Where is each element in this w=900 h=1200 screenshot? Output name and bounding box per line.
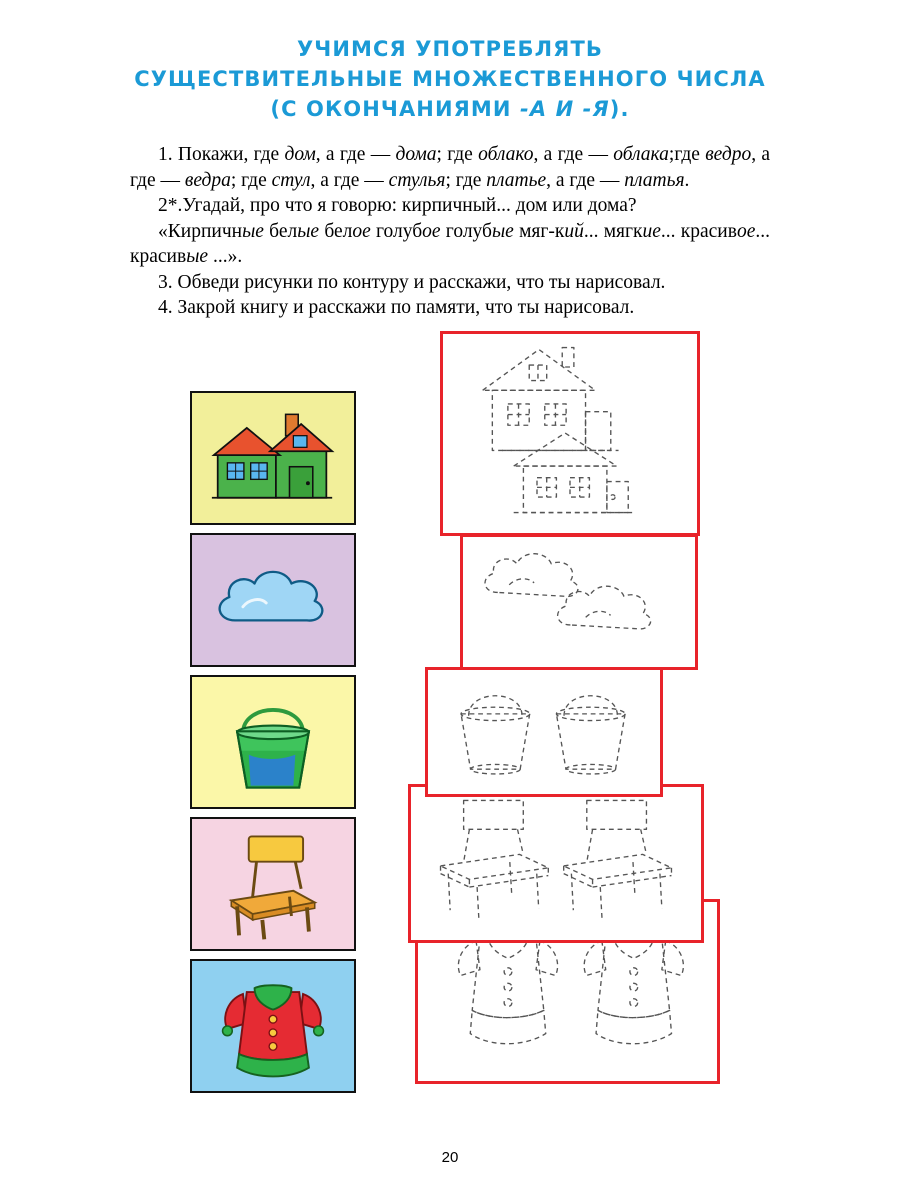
- task-1-word-stulya: стулья: [388, 169, 446, 191]
- task-1-word-oblaka: облака: [613, 144, 669, 165]
- quote-seg-i: голуб: [440, 220, 492, 242]
- title-line-3-suffix: ).: [609, 97, 630, 121]
- quote-ending-8: ое: [736, 220, 756, 242]
- task-1-seg-g: , а где —: [533, 144, 614, 165]
- picture-house: [190, 391, 356, 525]
- task-1-word-plate: платье: [486, 169, 547, 191]
- quote-seg-l6g: ... красив: [130, 220, 770, 267]
- task-1-word-oblako: облако: [478, 144, 534, 165]
- task-1-seg-l2i: ; где: [445, 169, 487, 191]
- picture-cloud: [190, 533, 356, 667]
- task-2-quote: [130, 219, 770, 270]
- quote-seg-l6e: ... красив: [660, 220, 737, 242]
- trace-box-chairs[interactable]: [408, 784, 704, 943]
- page-number: 20: [441, 1149, 459, 1166]
- task-1-seg-i: ;: [668, 144, 675, 165]
- trace-box-clouds[interactable]: [460, 534, 698, 670]
- quote-ending-4: ое: [422, 220, 441, 242]
- title-line-3: [0, 94, 900, 124]
- quote-seg-g: голуб: [370, 220, 423, 242]
- trace-box-houses[interactable]: [440, 331, 700, 536]
- quote-seg-l6i: ...».: [208, 246, 243, 267]
- task-1-word-stul: стул: [271, 169, 311, 191]
- title-line-2: СУЩЕСТВИТЕЛЬНЫЕ МНОЖЕСТВЕННОГО ЧИСЛА: [134, 67, 766, 91]
- task-4-paragraph: 4. Закрой книгу и расскажи по памяти, что ты нарисовал.: [158, 297, 635, 318]
- picture-chair: [190, 817, 356, 951]
- task-1-word-doma: дома: [395, 144, 437, 165]
- quote-ending-6: ий: [564, 220, 584, 242]
- quote-seg-e: бел: [319, 220, 353, 242]
- task-1-seg-l2e: ; где: [230, 169, 272, 191]
- quote-seg-l6a: к: [554, 220, 565, 242]
- task-1-seg-e: ; где: [436, 144, 479, 165]
- quote-ending-7: ие: [642, 220, 661, 242]
- picture-bucket: [190, 675, 356, 809]
- task-1-seg-l2c: , а где —: [130, 144, 770, 191]
- task-1-word-platya: платья: [624, 169, 685, 191]
- task-1-seg-l3a: а где —: [555, 169, 625, 191]
- task-1-word-vedro: ведро: [705, 144, 752, 165]
- quote-seg-a: «Кирпичн: [158, 220, 243, 242]
- quote-ending-3: ое: [352, 220, 371, 242]
- title-line-3-italic: -А И -Я: [520, 97, 610, 121]
- quote-seg-l6c: ... мягк: [583, 220, 643, 242]
- task-1-seg-l2a: где: [674, 144, 706, 165]
- task-1-seg-l2g: , а где —: [310, 169, 389, 191]
- task-1-seg-l3c: .: [684, 169, 690, 191]
- task-1-word-dom: дом: [284, 144, 316, 165]
- task-3-paragraph: 3. Обведи рисунки по контуру и расскажи, что ты нарисовал.: [158, 271, 666, 293]
- task-1-paragraph: [130, 142, 770, 193]
- quote-seg-c: бел: [263, 220, 298, 242]
- quote-seg-k: мяг-: [513, 220, 555, 242]
- quote-ending-2: ые: [297, 220, 320, 242]
- exercise-text: [130, 142, 770, 321]
- title-line-3-prefix: (С ОКОНЧАНИЯМИ: [270, 97, 521, 121]
- title-line-1: УЧИМСЯ УПОТРЕБЛЯТЬ: [297, 37, 603, 61]
- task-1-seg-c: , а где —: [315, 144, 396, 165]
- task-1-seg-a: 1. Покажи, где: [158, 144, 285, 165]
- illustration-area: [0, 331, 900, 1131]
- task-2-paragraph: 2*.Угадай, про что я говорю: кирпичный... дом или дома?: [158, 195, 637, 216]
- quote-ending-5: ые: [491, 220, 514, 242]
- trace-box-buckets[interactable]: [425, 667, 663, 797]
- task-1-word-vedra: ведра: [184, 169, 231, 191]
- page-title: [0, 0, 900, 124]
- task-1-seg-l2k: ,: [546, 169, 552, 191]
- quote-ending-9: ые: [186, 246, 209, 267]
- quote-ending-1: ые: [242, 220, 264, 242]
- picture-dress: [190, 959, 356, 1093]
